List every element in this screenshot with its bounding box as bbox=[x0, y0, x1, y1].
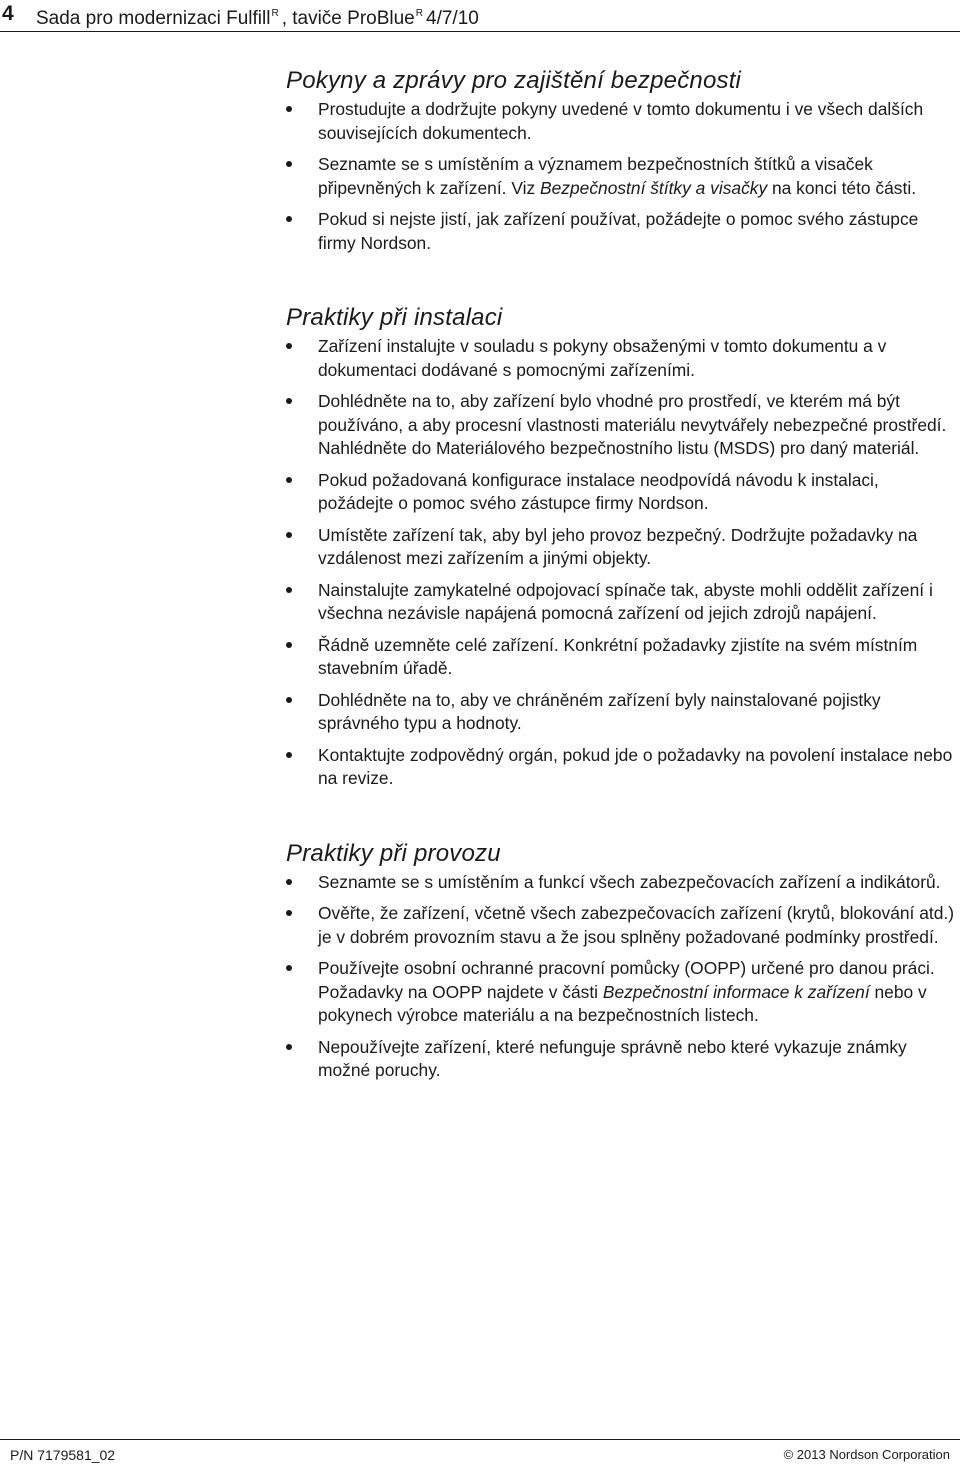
registered-mark-icon: R bbox=[415, 8, 423, 19]
list-item-text: Nepoužívejte zařízení, které nefunguje správně nebo které vykazuje známky možné poruchy. bbox=[318, 1036, 907, 1080]
list-item-text-pre: Seznamte se s umístěním a významem bezpečnostních štítků a visaček připevněných k zařízení. Viz bbox=[318, 154, 873, 198]
bullet-list bbox=[286, 871, 956, 1083]
list-item-text: Nainstalujte zamykatelné odpojovací spínače tak, abyste mohli oddělit zařízení i všechna nezávisle napájená pomocná zařízení od jejich zdrojů napájení. bbox=[318, 579, 933, 623]
page-content bbox=[286, 66, 956, 1091]
list-item-text: Seznamte se s umístěním a funkcí všech zabezpečovacích zařízení a indikátorů. bbox=[318, 871, 941, 892]
list-item bbox=[286, 469, 956, 516]
list-item-text: Pokud si nejste jistí, jak zařízení používat, požádejte o pomoc svého zástupce firmy Nordson. bbox=[318, 209, 919, 253]
bullet-icon bbox=[286, 106, 292, 112]
bullet-icon bbox=[286, 343, 292, 349]
list-item-text-post: nebo v pokynech výrobce materiálu a na bezpečnostních listech. bbox=[318, 981, 927, 1025]
list-item-text: Dohlédněte na to, aby ve chráněném zařízení byly nainstalované pojistky správného typu a hodnoty. bbox=[318, 689, 881, 733]
registered-mark-icon: R bbox=[271, 8, 279, 19]
list-item bbox=[286, 98, 956, 145]
footer-divider bbox=[0, 1439, 960, 1440]
list-item-text: Umístěte zařízení tak, aby byl jeho provoz bezpečný. Dodržujte požadavky na vzdálenost mezi zařízením a jinými objekty. bbox=[318, 524, 918, 568]
list-item-reference: Bezpečnostní informace k zařízení bbox=[602, 981, 870, 1002]
list-item-text: Kontaktujte zodpovědný orgán, pokud jde o požadavky na povolení instalace nebo na revize. bbox=[318, 744, 953, 788]
list-item bbox=[286, 390, 956, 461]
list-item-reference: Bezpečnostní štítky a visačky bbox=[540, 177, 768, 198]
list-item bbox=[286, 689, 956, 736]
section-title: Praktiky při instalaci bbox=[286, 304, 503, 331]
list-item-text: Řádně uzemněte celé zařízení. Konkrétní požadavky zjistíte na svém místním stavebním úřadě. bbox=[318, 634, 918, 678]
bullet-icon bbox=[286, 965, 292, 971]
bullet-icon bbox=[286, 879, 292, 885]
bullet-icon bbox=[286, 910, 292, 916]
bullet-icon bbox=[286, 161, 292, 167]
header-title bbox=[36, 2, 479, 31]
section-safety-instructions bbox=[286, 66, 956, 255]
page-header bbox=[0, 0, 960, 32]
section-title: Praktiky při provozu bbox=[286, 839, 501, 867]
list-item bbox=[286, 957, 956, 1028]
bullet-icon bbox=[286, 216, 292, 222]
section-installation-practices bbox=[286, 303, 956, 791]
copyright-text: 2013 Nordson Corporation bbox=[796, 1447, 950, 1462]
list-item-text: Ověřte, že zařízení, včetně všech zabezpečovacích zařízení (krytů, blokování atd.) je v dobrém provozním stavu a že jsou splněny požadované podmínky prostředí. bbox=[318, 903, 955, 947]
bullet-list bbox=[286, 98, 956, 255]
list-item bbox=[286, 335, 956, 382]
header-title-part1: Sada pro modernizaci Fulfill bbox=[36, 8, 271, 29]
bullet-icon bbox=[286, 532, 292, 538]
list-item bbox=[286, 579, 956, 626]
list-item bbox=[286, 634, 956, 681]
bullet-icon bbox=[286, 398, 292, 404]
bullet-icon bbox=[286, 697, 292, 703]
bullet-icon bbox=[286, 642, 292, 648]
section-operation-practices bbox=[286, 839, 956, 1083]
list-item bbox=[286, 902, 956, 949]
list-item bbox=[286, 1036, 956, 1083]
list-item bbox=[286, 524, 956, 571]
header-title-part2: , taviče ProBlue bbox=[281, 8, 415, 29]
bullet-icon bbox=[286, 477, 292, 483]
list-item bbox=[286, 744, 956, 791]
bullet-list bbox=[286, 335, 956, 791]
copyright bbox=[784, 1446, 950, 1464]
list-item-text-post: na konci této části. bbox=[767, 177, 917, 198]
page-number: 4 bbox=[2, 2, 14, 25]
copyright-icon: © bbox=[783, 1447, 794, 1462]
list-item-text: Zařízení instalujte v souladu s pokyny obsaženými v tomto dokumentu a v dokumentaci dodávané s pomocnými zařízeními. bbox=[318, 336, 887, 380]
list-item bbox=[286, 871, 956, 895]
part-number: P/N 7179581_02 bbox=[10, 1447, 116, 1463]
header-title-part3: 4/7/10 bbox=[426, 8, 479, 29]
list-item-text-pre: Používejte osobní ochranné pracovní pomůcky (OOPP) určené pro danou práci. Požadavky na OOPP najdete v části bbox=[318, 958, 935, 1002]
list-item bbox=[286, 208, 956, 255]
list-item-text: Prostudujte a dodržujte pokyny uvedené v tomto dokumentu i ve všech dalších souvisejících dokumentech. bbox=[318, 99, 924, 143]
bullet-icon bbox=[286, 587, 292, 593]
bullet-icon bbox=[286, 1044, 292, 1050]
section-title: Pokyny a zprávy pro zajištění bezpečnosti bbox=[286, 67, 742, 94]
list-item-text: Pokud požadovaná konfigurace instalace neodpovídá návodu k instalaci, požádejte o pomoc svého zástupce firmy Nordson. bbox=[318, 469, 879, 513]
list-item bbox=[286, 153, 956, 200]
bullet-icon bbox=[286, 752, 292, 758]
list-item-text: Dohlédněte na to, aby zařízení bylo vhodné pro prostředí, ve kterém má být používáno, a aby procesní vlastnosti materiálu nevytvářely nebezpečné prostředí. Nahlédněte do Materiálového bezpečnostního listu (MSDS) pro daný materiál. bbox=[318, 391, 947, 458]
header-divider bbox=[0, 31, 960, 32]
